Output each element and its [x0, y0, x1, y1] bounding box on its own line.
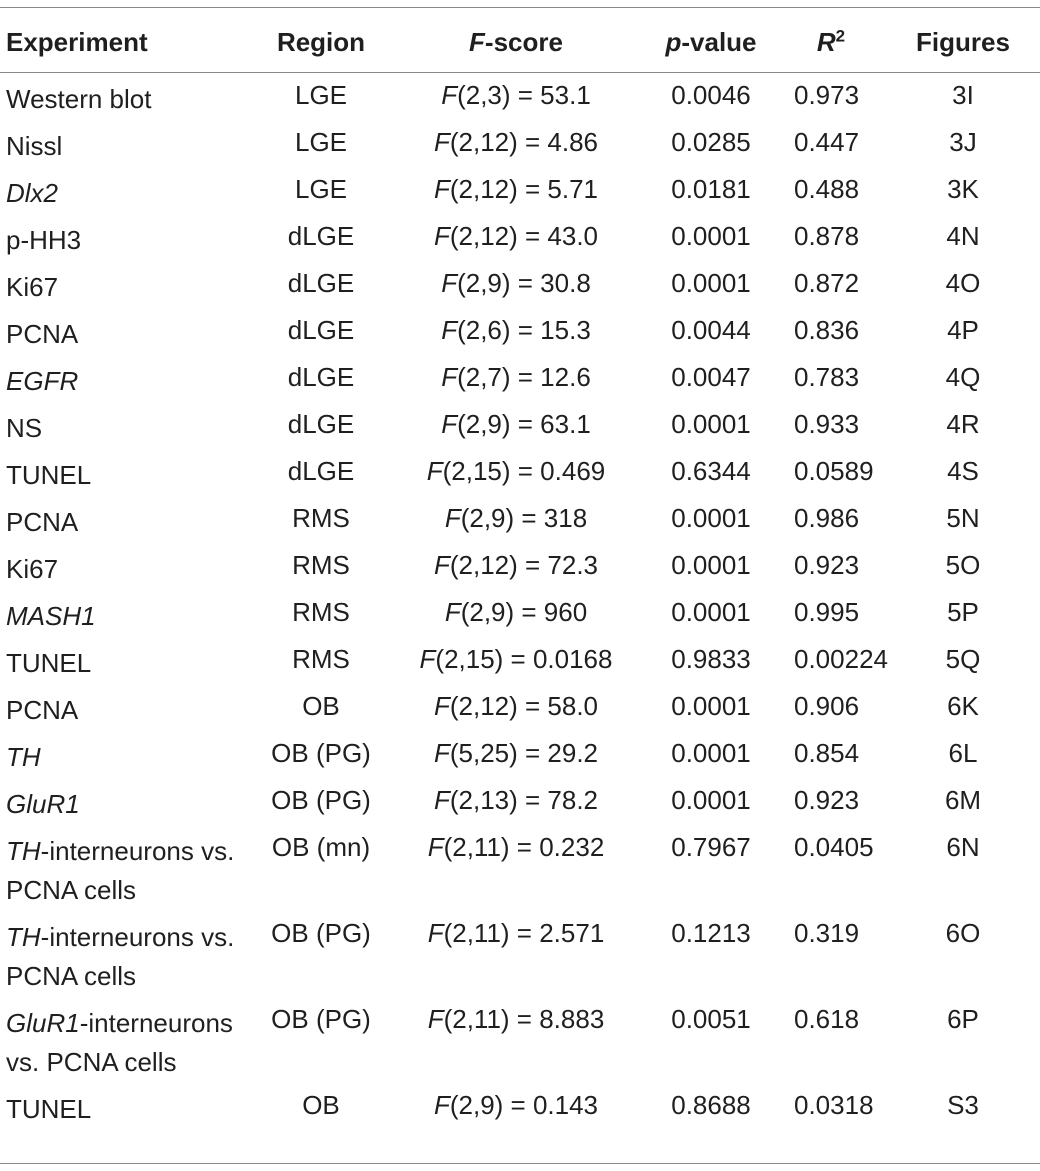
- fscore-value: (2,9) = 30.8: [457, 268, 591, 298]
- cell-experiment: [0, 72, 256, 119]
- cell-experiment: [0, 683, 256, 730]
- table-row: [0, 72, 1040, 119]
- cell-region: dLGE: [287, 456, 355, 486]
- cell-r2: 0.872: [794, 268, 860, 298]
- experiment-text: PCNA: [6, 507, 79, 537]
- cell-region: RMS: [292, 597, 350, 627]
- header-r2-exponent: 2: [835, 26, 846, 46]
- cell-experiment: [0, 401, 256, 448]
- cell-figure: 6K: [947, 691, 979, 721]
- table-row: [0, 542, 1040, 589]
- cell-region: OB: [302, 1090, 340, 1120]
- fscore-value: (2,3) = 53.1: [457, 80, 591, 110]
- table-body: [0, 72, 1040, 1129]
- fscore-symbol: F: [419, 644, 436, 674]
- cell-experiment: [0, 495, 256, 542]
- cell-pvalue: 0.0001: [671, 785, 751, 815]
- cell-r2: 0.906: [794, 691, 860, 721]
- cell-r2: 0.973: [794, 80, 860, 110]
- cell-experiment: [0, 777, 256, 824]
- cell-region: RMS: [292, 503, 350, 533]
- cell-fscore: [386, 401, 646, 448]
- cell-r2: 0.878: [794, 221, 860, 251]
- cell-r2: 0.923: [794, 550, 860, 580]
- cell-figure: 3K: [947, 174, 979, 204]
- fscore-symbol: F: [427, 1004, 444, 1034]
- fscore-symbol: F: [433, 1090, 450, 1120]
- cell-figure: 6M: [944, 785, 982, 815]
- cell-experiment: [0, 636, 256, 683]
- fscore-value: (2,9) = 318: [460, 503, 588, 533]
- experiment-text: -interneurons vs. PCNA cells: [6, 1008, 233, 1077]
- cell-region: dLGE: [287, 315, 355, 345]
- cell-experiment: [0, 166, 256, 213]
- table-row: [0, 166, 1040, 213]
- experiment-italic: MASH1: [6, 601, 96, 631]
- cell-fscore: [386, 213, 646, 260]
- fscore-value: (2,12) = 43.0: [449, 221, 599, 251]
- cell-region: dLGE: [287, 362, 355, 392]
- bottom-rule: [0, 1163, 1040, 1164]
- fscore-symbol: F: [433, 691, 450, 721]
- header-fscore: [386, 0, 646, 72]
- table-row: [0, 589, 1040, 636]
- fscore-symbol: F: [426, 456, 443, 486]
- table-row: [0, 213, 1040, 260]
- cell-fscore: [386, 72, 646, 119]
- cell-pvalue: 0.0001: [671, 221, 751, 251]
- cell-pvalue: 0.0044: [671, 315, 751, 345]
- fscore-symbol: F: [433, 738, 450, 768]
- cell-r2: 0.783: [794, 362, 860, 392]
- fscore-value: (2,9) = 0.143: [449, 1090, 599, 1120]
- cell-fscore: [386, 119, 646, 166]
- cell-r2: 0.0318: [794, 1090, 874, 1120]
- cell-pvalue: 0.7967: [671, 832, 751, 862]
- experiment-text: -interneurons vs. PCNA cells: [6, 922, 235, 991]
- cell-pvalue: 0.0001: [671, 503, 751, 533]
- cell-r2: 0.488: [794, 174, 860, 204]
- cell-fscore: [386, 448, 646, 495]
- cell-figure: 4O: [945, 268, 981, 298]
- cell-region: OB (mn): [271, 832, 371, 862]
- cell-r2: 0.0405: [794, 832, 874, 862]
- cell-pvalue: 0.0051: [671, 1004, 751, 1034]
- header-pvalue: [646, 0, 776, 72]
- cell-figure: 3I: [952, 80, 974, 110]
- table-row: [0, 910, 1040, 996]
- header-fscore-text: -score: [484, 27, 563, 57]
- table-row: [0, 495, 1040, 542]
- cell-pvalue: 0.0001: [671, 409, 751, 439]
- cell-experiment: [0, 119, 256, 166]
- cell-fscore: [386, 495, 646, 542]
- cell-fscore: [386, 996, 646, 1082]
- cell-experiment: [0, 260, 256, 307]
- experiment-text: p-HH3: [6, 225, 82, 255]
- fscore-symbol: F: [433, 174, 450, 204]
- cell-r2: 0.447: [794, 127, 860, 157]
- cell-figure: 6L: [948, 738, 978, 768]
- cell-region: LGE: [294, 80, 348, 110]
- cell-figure: 4Q: [945, 362, 981, 392]
- cell-fscore: [386, 910, 646, 996]
- cell-pvalue: 0.0001: [671, 597, 751, 627]
- experiment-text: Western blot: [6, 84, 152, 114]
- fscore-value: (2,12) = 5.71: [449, 174, 599, 204]
- experiment-text: Ki67: [6, 272, 59, 302]
- experiment-italic: TH: [6, 922, 41, 952]
- cell-fscore: [386, 683, 646, 730]
- fscore-symbol: F: [444, 503, 461, 533]
- cell-pvalue: 0.0181: [671, 174, 751, 204]
- fscore-value: (2,11) = 2.571: [443, 918, 605, 948]
- cell-figure: 4P: [947, 315, 979, 345]
- cell-region: OB (PG): [271, 738, 371, 768]
- cell-experiment: [0, 1082, 256, 1129]
- cell-figure: 6P: [947, 1004, 979, 1034]
- experiment-italic: TH: [6, 742, 41, 772]
- cell-figure: 5Q: [945, 644, 981, 674]
- cell-experiment: [0, 824, 256, 910]
- cell-r2: 0.986: [794, 503, 860, 533]
- cell-fscore: [386, 1082, 646, 1129]
- table-row: [0, 636, 1040, 683]
- cell-region: dLGE: [287, 221, 355, 251]
- cell-r2: 0.0589: [794, 456, 874, 486]
- fscore-value: (2,9) = 63.1: [457, 409, 591, 439]
- fscore-symbol: F: [433, 127, 450, 157]
- cell-r2: 0.995: [794, 597, 860, 627]
- experiment-text: PCNA: [6, 319, 79, 349]
- table-row: [0, 260, 1040, 307]
- fscore-value: (5,25) = 29.2: [449, 738, 599, 768]
- fscore-value: (2,7) = 12.6: [457, 362, 591, 392]
- fscore-value: (2,9) = 960: [460, 597, 588, 627]
- cell-region: OB: [302, 691, 340, 721]
- cell-pvalue: 0.1213: [671, 918, 751, 948]
- fscore-symbol: F: [441, 268, 458, 298]
- cell-experiment: [0, 307, 256, 354]
- cell-region: LGE: [294, 174, 348, 204]
- fscore-value: (2,11) = 0.232: [443, 832, 605, 862]
- table-row: [0, 683, 1040, 730]
- fscore-value: (2,11) = 8.883: [443, 1004, 605, 1034]
- table-row: [0, 448, 1040, 495]
- cell-fscore: [386, 307, 646, 354]
- table-row: [0, 1082, 1040, 1129]
- fscore-value: (2,15) = 0.0168: [435, 644, 613, 674]
- fscore-symbol: F: [441, 80, 458, 110]
- fscore-symbol: F: [433, 550, 450, 580]
- table-row: [0, 119, 1040, 166]
- cell-pvalue: 0.0001: [671, 738, 751, 768]
- cell-figure: 5N: [946, 503, 980, 533]
- cell-fscore: [386, 542, 646, 589]
- cell-region: RMS: [292, 644, 350, 674]
- cell-region: OB (PG): [271, 1004, 371, 1034]
- experiment-italic: GluR1: [6, 1008, 80, 1038]
- cell-region: RMS: [292, 550, 350, 580]
- table-row: [0, 996, 1040, 1082]
- cell-figure: 5O: [945, 550, 981, 580]
- experiment-text: TUNEL: [6, 1094, 92, 1124]
- fscore-symbol: F: [433, 221, 450, 251]
- table-row: [0, 354, 1040, 401]
- header-region: Region: [276, 27, 366, 57]
- cell-fscore: [386, 589, 646, 636]
- cell-region: OB (PG): [271, 918, 371, 948]
- cell-r2: 0.319: [794, 918, 860, 948]
- cell-figure: 4R: [946, 409, 980, 439]
- cell-fscore: [386, 166, 646, 213]
- fscore-value: (2,13) = 78.2: [449, 785, 599, 815]
- experiment-text: TUNEL: [6, 460, 92, 490]
- cell-figure: 6N: [946, 832, 980, 862]
- table-row: [0, 401, 1040, 448]
- fscore-value: (2,15) = 0.469: [442, 456, 606, 486]
- cell-fscore: [386, 777, 646, 824]
- header-experiment: Experiment: [6, 27, 148, 57]
- cell-experiment: [0, 589, 256, 636]
- cell-r2: 0.854: [794, 738, 860, 768]
- cell-pvalue: 0.0001: [671, 550, 751, 580]
- experiment-italic: TH: [6, 836, 41, 866]
- cell-experiment: [0, 910, 256, 996]
- cell-experiment: [0, 542, 256, 589]
- cell-pvalue: 0.6344: [671, 456, 751, 486]
- table-row: [0, 730, 1040, 777]
- experiment-text: Nissl: [6, 131, 63, 161]
- cell-pvalue: 0.9833: [671, 644, 751, 674]
- header-r2: [776, 0, 886, 72]
- table-row: [0, 777, 1040, 824]
- cell-pvalue: 0.0001: [671, 691, 751, 721]
- cell-figure: 6O: [945, 918, 981, 948]
- experiment-italic: EGFR: [6, 366, 79, 396]
- cell-r2: 0.836: [794, 315, 860, 345]
- cell-fscore: [386, 636, 646, 683]
- cell-pvalue: 0.0285: [671, 127, 751, 157]
- cell-r2: 0.923: [794, 785, 860, 815]
- experiment-text: PCNA: [6, 695, 79, 725]
- fscore-value: (2,12) = 58.0: [449, 691, 599, 721]
- fscore-value: (2,12) = 72.3: [449, 550, 599, 580]
- cell-fscore: [386, 824, 646, 910]
- cell-region: LGE: [294, 127, 348, 157]
- header-fscore-symbol: F: [469, 27, 485, 57]
- cell-experiment: [0, 730, 256, 777]
- fscore-symbol: F: [433, 785, 450, 815]
- cell-fscore: [386, 730, 646, 777]
- cell-pvalue: 0.0047: [671, 362, 751, 392]
- cell-figure: 3J: [949, 127, 977, 157]
- experiment-text: Ki67: [6, 554, 59, 584]
- cell-figure: 4S: [947, 456, 979, 486]
- cell-region: dLGE: [287, 409, 355, 439]
- header-pvalue-symbol: p: [665, 27, 682, 57]
- fscore-symbol: F: [441, 315, 458, 345]
- cell-r2: 0.618: [794, 1004, 860, 1034]
- experiment-text: TUNEL: [6, 648, 92, 678]
- cell-experiment: [0, 354, 256, 401]
- table-row: [0, 824, 1040, 910]
- cell-fscore: [386, 354, 646, 401]
- table-row: [0, 307, 1040, 354]
- cell-figure: 5P: [947, 597, 979, 627]
- header-r2-symbol: R: [816, 27, 836, 57]
- cell-region: dLGE: [287, 268, 355, 298]
- cell-pvalue: 0.0046: [671, 80, 751, 110]
- cell-pvalue: 0.8688: [671, 1090, 751, 1120]
- fscore-value: (2,12) = 4.86: [449, 127, 599, 157]
- fscore-symbol: F: [427, 832, 444, 862]
- cell-r2: 0.933: [794, 409, 860, 439]
- fscore-symbol: F: [441, 362, 458, 392]
- experiment-italic: GluR1: [6, 789, 80, 819]
- fscore-symbol: F: [444, 597, 461, 627]
- experiment-text: NS: [6, 413, 43, 443]
- fscore-value: (2,6) = 15.3: [457, 315, 591, 345]
- experiment-italic: Dlx2: [6, 178, 59, 208]
- cell-experiment: [0, 996, 256, 1082]
- cell-experiment: [0, 448, 256, 495]
- header-pvalue-text: -value: [681, 27, 757, 57]
- cell-fscore: [386, 260, 646, 307]
- experiment-text: -interneurons vs. PCNA cells: [6, 836, 235, 905]
- cell-figure: 4N: [946, 221, 980, 251]
- cell-pvalue: 0.0001: [671, 268, 751, 298]
- cell-figure: S3: [947, 1090, 979, 1120]
- cell-experiment: [0, 213, 256, 260]
- cell-region: OB (PG): [271, 785, 371, 815]
- fscore-symbol: F: [427, 918, 444, 948]
- header-figures: Figures: [916, 27, 1010, 57]
- header-row: [0, 0, 1040, 72]
- cell-r2: 0.00224: [794, 644, 888, 674]
- fscore-symbol: F: [441, 409, 458, 439]
